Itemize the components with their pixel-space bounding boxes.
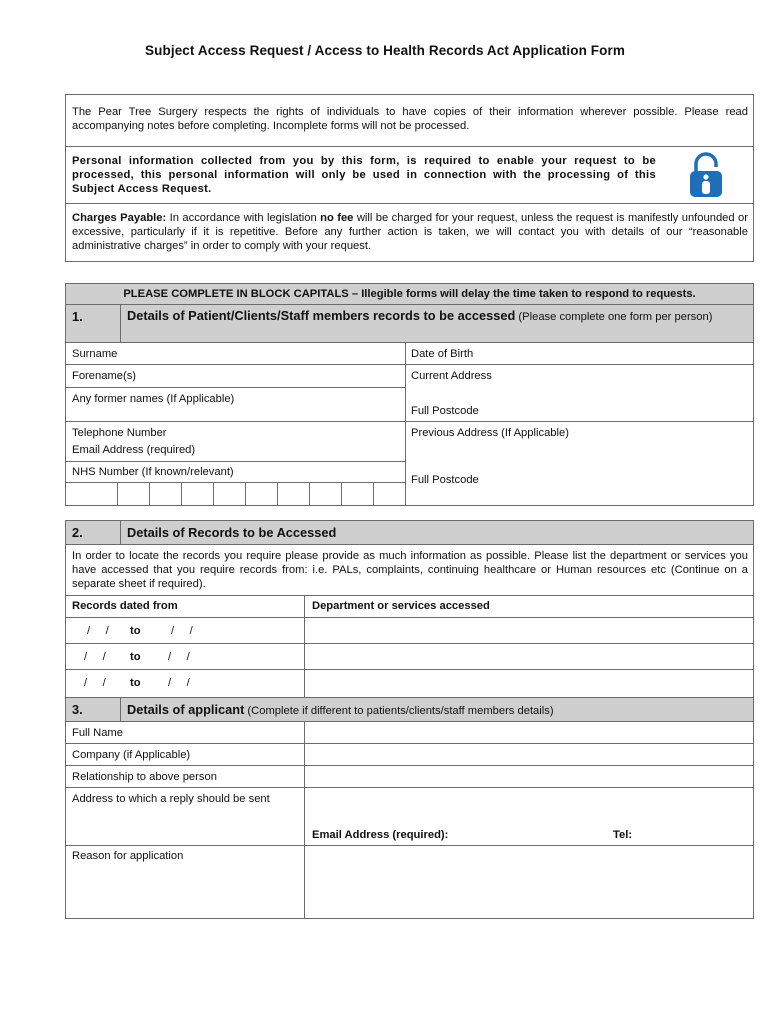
nhs-number-label: NHS Number (If known/relevant) bbox=[72, 466, 234, 478]
full-postcode-label-2: Full Postcode bbox=[411, 474, 479, 486]
date-row-3-to: to bbox=[130, 677, 141, 689]
full-postcode-label-1: Full Postcode bbox=[411, 405, 479, 417]
charges-label: Charges Payable: bbox=[72, 212, 167, 224]
applicant-tel-label: Tel: bbox=[613, 829, 633, 841]
date-row-1-to: to bbox=[130, 625, 141, 637]
section2-description: In order to locate the records you require please provide as much information as possible. Please list the department or services you have accessed that you require records from: i.e. PALs, complaints, continuing healthcare or Human resources etc (Continue on a separate sheet if required). bbox=[72, 550, 748, 590]
full-name-label: Full Name bbox=[72, 727, 123, 739]
department-header: Department or services accessed bbox=[312, 600, 490, 612]
charges-pre: In accordance with legislation bbox=[166, 212, 321, 224]
charges-no-fee: no fee bbox=[320, 212, 354, 224]
block-capitals-banner: PLEASE COMPLETE IN BLOCK CAPITALS – Illegible forms will delay the time taken to respond to requests. bbox=[123, 288, 696, 300]
email-label: Email Address (required) bbox=[72, 444, 196, 456]
reason-label: Reason for application bbox=[72, 850, 184, 862]
telephone-label: Telephone Number bbox=[72, 427, 167, 439]
date-row-2-from: / / bbox=[84, 651, 106, 663]
previous-address-label: Previous Address (If Applicable) bbox=[411, 427, 569, 439]
surname-label: Surname bbox=[72, 348, 118, 360]
section1-note: (Please complete one form per person) bbox=[515, 311, 713, 323]
dob-label: Date of Birth bbox=[411, 348, 474, 360]
section2-number: 2. bbox=[72, 525, 83, 540]
date-row-2-until: / / bbox=[168, 651, 190, 663]
current-address-label: Current Address bbox=[411, 370, 492, 382]
intro-rights-text: The Pear Tree Surgery respects the rights of individuals to have copies of their information wherever possible. Please read accompanying notes before completing. Incomplete forms will not be processed. bbox=[72, 106, 748, 132]
section1-number: 1. bbox=[72, 309, 83, 324]
section2-title: Details of Records to be Accessed bbox=[127, 525, 337, 540]
applicant-email-label: Email Address (required): bbox=[312, 829, 449, 841]
intro-personal-info-text: Personal information collected from you by this form, is required to enable your request to be processed, this personal information will only be used in connection with the processing of this Subject Access Request. bbox=[72, 155, 656, 195]
records-dated-from-header: Records dated from bbox=[72, 600, 178, 612]
section1-heading bbox=[127, 309, 749, 324]
intro-charges-text bbox=[72, 211, 748, 253]
company-label: Company (if Applicable) bbox=[72, 749, 191, 761]
date-row-3-until: / / bbox=[168, 677, 190, 689]
charges-post: will be charged for your request, unless the request is manifestly unfounded or excessive, particularly if it is repetitive. Before any further action is taken, we will contact you with details of our “reasonable administrative charges” in order to comply with your request. bbox=[72, 212, 748, 252]
section3-number: 3. bbox=[72, 702, 83, 717]
section3-title: Details of applicant bbox=[127, 702, 245, 717]
padlock-info-icon bbox=[688, 152, 724, 198]
relationship-label: Relationship to above person bbox=[72, 771, 217, 783]
date-row-1-from: / / bbox=[87, 625, 109, 637]
reply-address-label: Address to which a reply should be sent bbox=[72, 793, 270, 805]
section3-note: (Complete if different to patients/clients/staff members details) bbox=[244, 705, 554, 717]
former-names-label: Any former names (If Applicable) bbox=[72, 393, 235, 405]
section3-heading bbox=[127, 703, 749, 718]
section1-title: Details of Patient/Clients/Staff members records to be accessed bbox=[127, 308, 516, 323]
date-row-3-from: / / bbox=[84, 677, 106, 689]
form-title: Subject Access Request / Access to Health Records Act Application Form bbox=[145, 43, 625, 58]
date-row-1-until: / / bbox=[171, 625, 193, 637]
forenames-label: Forename(s) bbox=[72, 370, 137, 382]
date-row-2-to: to bbox=[130, 651, 141, 663]
